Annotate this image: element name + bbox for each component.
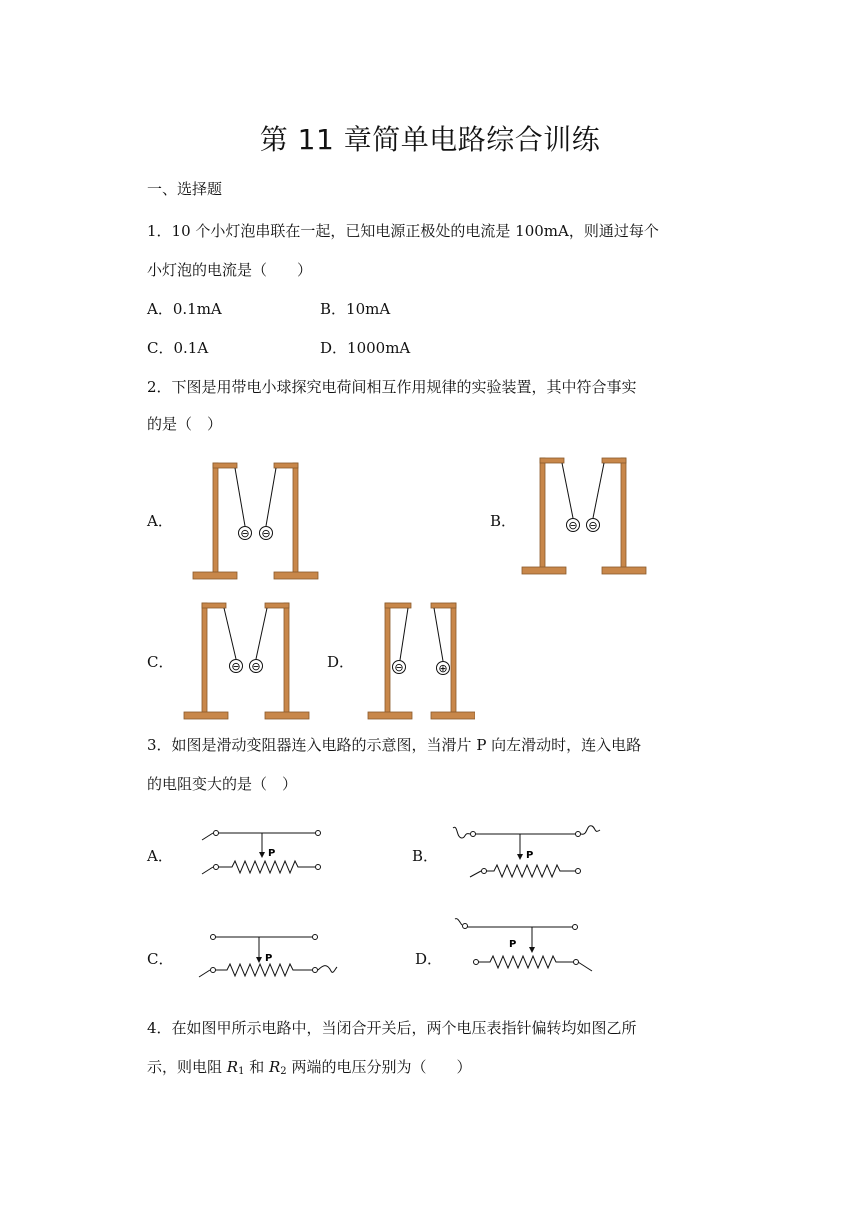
r2-subscript: 2 [280,1066,287,1077]
q2-figure-a [185,455,325,585]
q2-a-right-charge: ⊖ [261,527,271,540]
q3-label-d: D． [415,950,443,968]
q1-text-line1: 1．10 个小灯泡串联在一起，已知电源正极处的电流是 100mA，则通过每个 [147,222,659,240]
section-heading: 一、选择题 [147,180,223,198]
q1-option-a: A．0.1mA [147,300,222,318]
q3-text-line1: 3．如图是滑动变阻器连入电路的示意图，当滑片 P 向左滑动时，连入电路 [147,736,642,754]
q3-a-slider-label: P [268,848,276,859]
q2-d-left-charge: ⊖ [394,661,404,674]
r2-symbol: R [269,1058,281,1076]
q2-b-right-charge: ⊖ [588,519,598,532]
q3-c-slider-label: P [265,953,273,964]
q3-figure-b [450,820,605,890]
q2-text-line2: 的是（ ） [147,415,223,433]
q2-label-a: A． [147,512,173,530]
q3-figure-a [198,822,338,882]
q3-figure-c [195,925,340,985]
q4-text-part3: 两端的电压分别为（ ） [286,1058,472,1076]
q2-label-d: D． [327,653,355,671]
r1-subscript: 1 [238,1066,245,1077]
q2-d-right-charge: ⊕ [438,662,448,675]
q3-b-slider-label: P [526,850,534,861]
q2-figure-d [365,595,475,725]
q2-c-right-charge: ⊖ [251,660,261,673]
q4-text-part1: 示，则电阻 [147,1058,227,1076]
q3-label-b: B． [412,847,439,865]
q3-d-slider-label: P [509,939,517,950]
q1-option-c: C．0.1A [147,339,209,357]
q4-text-part2: 和 [244,1058,269,1076]
q2-c-left-charge: ⊖ [231,660,241,673]
q3-label-c: C． [147,950,174,968]
q2-label-b: B． [490,512,517,530]
q2-label-c: C． [147,653,174,671]
q1-text-line2: 小灯泡的电流是（ ） [147,261,313,279]
q3-label-a: A． [147,847,173,865]
q2-figure-b [518,450,658,580]
q3-text-line2: 的电阻变大的是（ ） [147,775,298,793]
q3-figure-d [452,915,602,980]
page-title: 第 11 章简单电路综合训练 [259,123,601,156]
q4-text-line2 [147,1056,471,1077]
q4-text-line1: 4．在如图甲所示电路中，当闭合开关后，两个电压表指针偏转均如图乙所 [147,1019,637,1037]
q2-a-left-charge: ⊖ [240,527,250,540]
q2-figure-c [180,595,320,725]
q1-option-d: D．1000mA [320,339,411,357]
q2-text-line1: 2．下图是用带电小球探究电荷间相互作用规律的实验装置，其中符合事实 [147,378,637,396]
q1-option-b: B．10mA [320,300,391,318]
q2-b-left-charge: ⊖ [568,519,578,532]
r1-symbol: R [226,1058,239,1076]
